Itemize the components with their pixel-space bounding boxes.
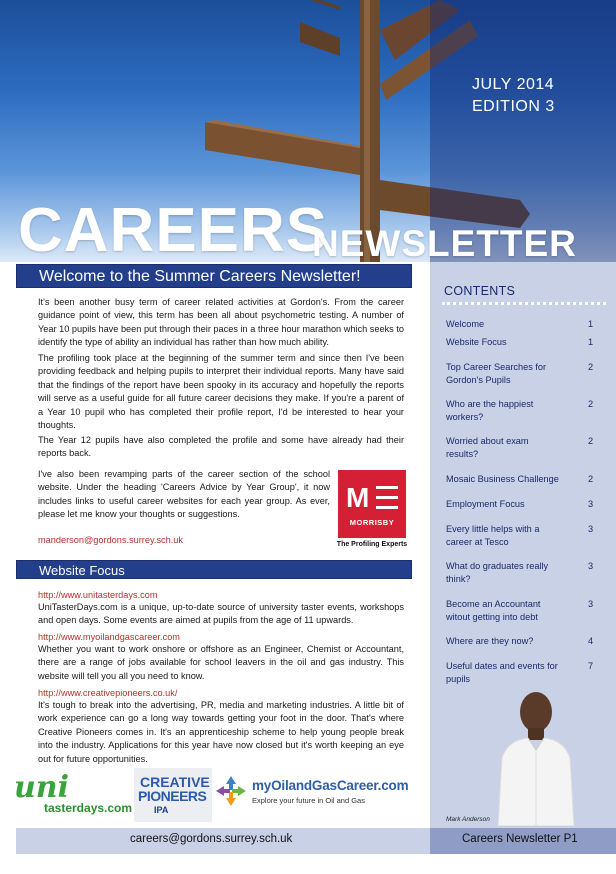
website-text-creativepioneers: It's tough to break into the advertising, PR, media and marketing industries. A little bit of work experience can go a long way towards getting your foot in the door. That's where Creative Pioneers comes in. It's an apprenticeship scheme to help young people break into the industry. Applications for this year have now closed but it's worth keeping an eye out for future opportunities. <box>38 700 404 764</box>
toc-page: 4 <box>588 636 594 646</box>
toc-label: Mosaic Business Challenge <box>446 474 559 484</box>
edition-number: EDITION 3 <box>472 98 555 115</box>
toc-page: 3 <box>588 599 594 609</box>
creativepioneers-logo[interactable] <box>134 768 212 822</box>
toc-item[interactable] <box>446 560 596 585</box>
toc-page: 1 <box>588 337 594 347</box>
toc-label: Top Career Searches for Gordon's Pupils <box>446 362 547 385</box>
morrisby-bars-icon <box>376 486 398 516</box>
toc-label: Website Focus <box>446 337 507 347</box>
photo-caption: Mark Anderson <box>446 816 490 823</box>
footer-page-label: Careers Newsletter P1 <box>462 833 578 845</box>
toc-item[interactable] <box>446 473 596 486</box>
cp-line3: IPA <box>154 805 169 815</box>
contents-divider <box>442 302 606 305</box>
morrisby-letter: M <box>346 482 370 513</box>
welcome-paragraph-1: It's been another busy term of career related activities at Gordon's. From the career guidance point of view, this term has been all about psychometric testing. A number of Year 10 pupils have been put through their paces in a three hour marathon which seeks to identify the type of ability an individual has rather than how much ability. <box>38 297 404 348</box>
cp-line2: PIONEERS <box>138 788 207 804</box>
toc-page: 3 <box>588 561 594 571</box>
toc-page: 2 <box>588 436 594 446</box>
toc-item[interactable] <box>446 361 596 386</box>
unitasterdays-logo[interactable] <box>14 770 134 820</box>
uni-sub: tasterdays.com <box>44 801 133 815</box>
toc-label: Welcome <box>446 319 485 329</box>
toc-page: 2 <box>588 474 594 484</box>
oil-subtitle: Explore your future in Oil and Gas <box>252 796 365 805</box>
title-careers: CAREERS <box>18 196 329 262</box>
page-bottom-margin <box>0 854 616 874</box>
toc-page: 2 <box>588 362 594 372</box>
morrisby-logo <box>336 470 408 552</box>
link-myoilandgascareer[interactable]: http://www.myoilandgascareer.com <box>38 632 180 642</box>
toc-label: Employment Focus <box>446 499 525 509</box>
toc-label: Worried about exam results? <box>446 436 529 459</box>
welcome-paragraph-2: The profiling took place at the beginning of the summer term and since then I've been providing feedback and helping pupils to interpret their individual reports. Many have said that the findings of the report have been spooky in its accuracy and hopefully the reports will serve as a useful guide for all future career decisions they make. If you're a parent of a Year 10 pupil who has completed their profile report, I'd be interested to hear your thoughts. <box>38 353 404 431</box>
footer-email[interactable]: careers@gordons.surrey.sch.uk <box>130 833 293 845</box>
toc-item[interactable] <box>446 318 596 331</box>
toc-page: 3 <box>588 499 594 509</box>
toc-page: 2 <box>588 399 594 409</box>
toc-label: Who are the happiest workers? <box>446 399 534 422</box>
toc-label: Useful dates and events for pupils <box>446 661 558 684</box>
link-creativepioneers[interactable]: http://www.creativepioneers.co.uk/ <box>38 688 178 698</box>
toc-item[interactable] <box>446 435 596 460</box>
welcome-paragraph-4: I've also been revamping parts of the career section of the school website. Under the heading 'Careers Advice by Year Group', it now includes links to useful career websites for each year group. As ever, please let me know your thoughts or suggestions. <box>38 469 330 520</box>
website-text-myoilandgascareer: Whether you want to work onshore or offshore as an Engineer, Chemist or Accountant, there are a range of jobs available for school leavers in the oil and gas industry. This website will tell you all you need to know. <box>38 644 404 681</box>
myoilandgascareer-logo[interactable] <box>216 774 426 814</box>
cp-line1: CREATIVE <box>140 774 210 790</box>
toc-label: Where are they now? <box>446 636 534 646</box>
toc-item[interactable] <box>446 598 596 623</box>
toc-item[interactable] <box>446 523 596 548</box>
morrisby-name: MORRISBY <box>349 518 395 527</box>
welcome-paragraph-3: The Year 12 pupils have also completed the profile and some have already had their reports back. <box>38 435 404 459</box>
toc-label: Every little helps with a career at Tesco <box>446 524 540 547</box>
title-newsletter: NEWSLETTER <box>312 223 577 262</box>
edition-date: JULY 2014 <box>472 76 555 93</box>
welcome-email-link[interactable]: manderson@gordons.surrey.sch.uk <box>38 535 183 545</box>
toc-item[interactable] <box>446 635 596 648</box>
toc-label: What do graduates really think? <box>446 561 549 584</box>
toc-item[interactable] <box>446 498 596 511</box>
toc-page: 3 <box>588 524 594 534</box>
toc-label: Become an Accountant witout getting into debt <box>446 599 541 622</box>
header-banner <box>0 0 616 262</box>
toc-page: 7 <box>588 661 594 671</box>
portrait-photo <box>490 688 580 826</box>
toc-item[interactable] <box>446 336 596 349</box>
arrows-icon <box>216 776 246 806</box>
website-text-unitasterdays: UniTasterDays.com is a unique, up-to-date source of university taster events, workshops and open days. Some events are aimed at pupils from the age of 11 upwards. <box>38 602 404 626</box>
contents-title: CONTENTS <box>444 284 516 298</box>
toc-page: 1 <box>588 319 594 329</box>
website-focus-heading: Website Focus <box>16 560 412 579</box>
oil-title: myOilandGasCareer.com <box>252 778 409 793</box>
toc-item[interactable] <box>446 398 596 423</box>
link-unitasterdays[interactable]: http://www.unitasterdays.com <box>38 590 158 600</box>
morrisby-tagline: The Profiling Experts <box>336 541 408 548</box>
welcome-heading: Welcome to the Summer Careers Newsletter! <box>16 264 412 288</box>
toc-item[interactable] <box>446 660 596 685</box>
uni-word: uni <box>14 770 70 805</box>
edition-info <box>472 74 555 118</box>
